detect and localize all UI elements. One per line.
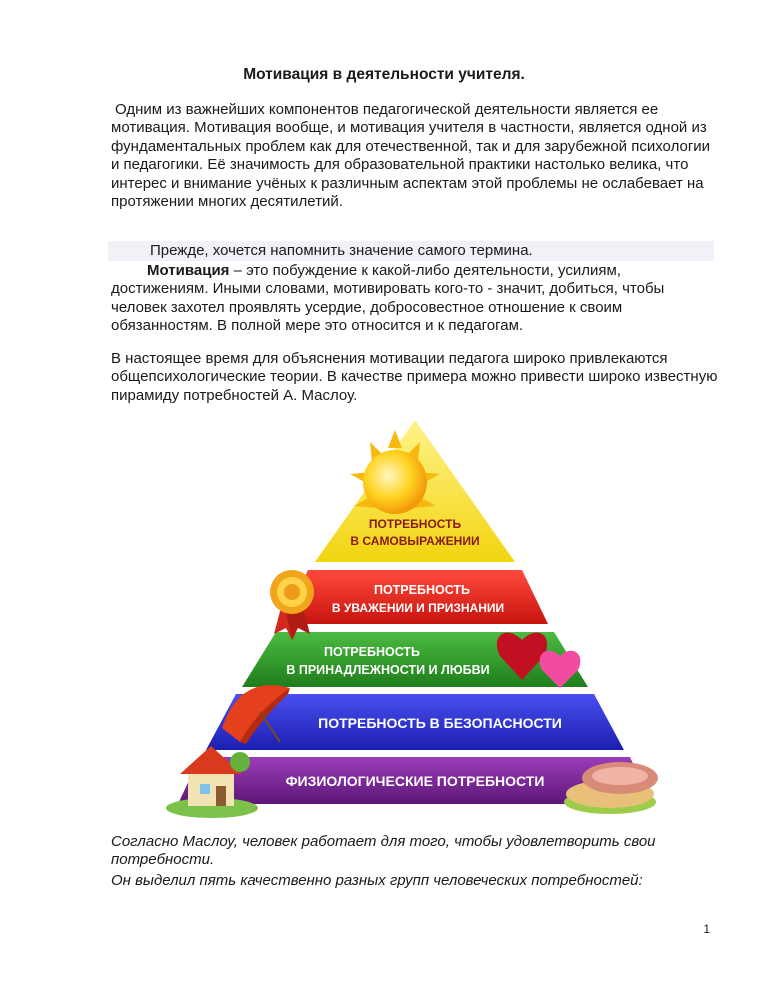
tier-4-label: ПОТРЕБНОСТЬ В БЕЗОПАСНОСТИ	[318, 715, 562, 731]
tier-3-label-line2: В ПРИНАДЛЕЖНОСТИ И ЛЮБВИ	[286, 663, 490, 677]
paragraph-theories: В настоящее время для объяснения мотивации педагога широко привлекаются общепсихологические теории. В качестве примера можно привести широко известную пирамиду потребностей А. Маслоу.	[111, 350, 718, 404]
maslow-pyramid	[140, 412, 690, 824]
tier-3-label-line1: ПОТРЕБНОСТЬ	[323, 645, 421, 659]
page-title: Мотивация в деятельности учителя.	[243, 66, 525, 83]
tier-esteem	[282, 570, 548, 624]
tier-2-label-line1: ПОТРЕБНОСТЬ	[373, 583, 471, 597]
paragraph-five-groups: Он выделил пять качественно разных групп человеческих потребностей:	[111, 872, 643, 889]
page-number: 1	[703, 922, 710, 936]
tier-5-label: ФИЗИОЛОГИЧЕСКИЕ ПОТРЕБНОСТИ	[285, 773, 545, 789]
tier-1-label-line1: ПОТРЕБНОСТЬ	[368, 517, 462, 531]
term-motivation: Мотивация	[147, 262, 230, 279]
tier-1-label-line2: В САМОВЫРАЖЕНИИ	[350, 534, 480, 548]
definition-text: – это побуждение к какой-либо деятельности, усилиям, достижениям. Иными словами, мотивировать кого-то - значит, добиться, чтобы человек захотел проявлять усердие, добросовестное отношение к своим обязанностям. В полной мере это относится и к педагогам.	[111, 262, 665, 335]
tier-2-label-line2: В УВАЖЕНИИ И ПРИЗНАНИИ	[331, 601, 505, 615]
paragraph-definition	[111, 262, 721, 336]
medal-icon	[270, 570, 314, 640]
paragraph-intro: Одним из важнейших компонентов педагогической деятельности является ее мотивация. Мотивация вообще, и мотивация учителя в частности, является одной из фундаментальных проблем как для отечественной, так и для зарубежной психологии и педагогики. Её значимость для образовательной практики настолько велика, что интерес и внимание учёных к различным аспектам этой проблемы не ослабевает на протяжении многих десятилетий.	[111, 101, 711, 211]
paragraph-maslow: Согласно Маслоу, человек работает для того, чтобы удовлетворить свои потребности.	[111, 833, 656, 869]
paragraph-term-intro: Прежде, хочется напомнить значение самого термина.	[108, 241, 714, 261]
